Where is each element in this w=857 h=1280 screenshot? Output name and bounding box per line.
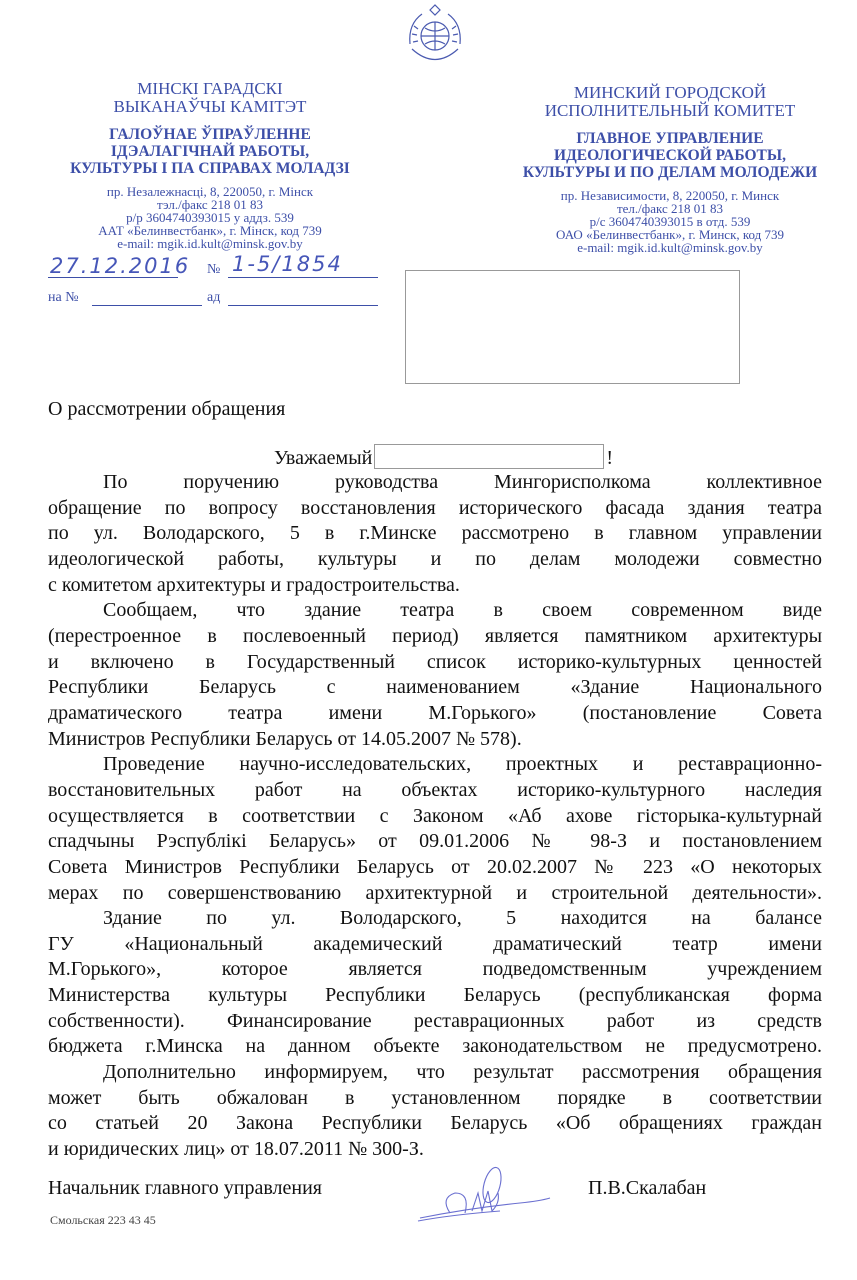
paragraph-line: и юридических лиц» от 18.07.2011 № 300-З.: [48, 1138, 424, 1161]
org-name-line: МІНСКІ ГАРАДСКІ: [137, 79, 283, 98]
letter-subject: О рассмотрении обращения: [48, 398, 286, 420]
dept-name-line: ІДЭАЛАГІЧНАЙ РАБОТЫ,: [110, 142, 310, 160]
paragraph-line: идеологической работы, культуры и по делам молодежи совместно: [48, 547, 822, 570]
paragraph-line: со статьей 20 Закона Республики Беларусь «Об обращениях граждан: [48, 1112, 822, 1135]
paragraph: [48, 470, 822, 598]
phone-line: тэл./факс 218 01 83: [157, 196, 263, 212]
paragraph-line: Здание по ул. Володарского, 5 находится на балансе: [103, 907, 822, 930]
paragraph: [48, 752, 822, 906]
paragraph-line: собственности). Финансирование реставрационных работ из средств: [48, 1009, 822, 1032]
letter-body: [48, 470, 822, 1163]
dept-name-line: ГАЛОЎНАЕ ЎПРАЎЛЕННЕ: [109, 125, 311, 143]
paragraph-line: бюджета г.Минска на данном объекте законодательством не предусмотрено.: [48, 1035, 822, 1058]
paragraph-line: Дополнительно информируем, что результат рассмотрения обращения: [103, 1061, 822, 1084]
dept-name-line: ГЛАВНОЕ УПРАВЛЕНИЕ: [576, 129, 764, 147]
bank-line: ОАО «Белинвестбанк», г. Минск, код 739: [555, 226, 785, 242]
reg-number: 1-5/1854: [232, 252, 343, 276]
dept-name-line: ИДЕОЛОГИЧЕСКОЙ РАБОТЫ,: [554, 146, 786, 164]
greeting: [274, 444, 613, 470]
paragraph-line: с комитетом архитектуры и градостроительства.: [48, 573, 460, 596]
phone-line: тел./факс 218 01 83: [616, 200, 723, 216]
paragraph-line: Сообщаем, что здание театра в своем современном виде: [103, 599, 822, 622]
number-underline: [228, 277, 378, 278]
paragraph-line: драматического театра имени М.Горького» (постановление Совета: [48, 701, 822, 724]
paragraph-line: может быть обжалован в установленном порядке в соответствии: [48, 1086, 822, 1109]
reg-number-label: №: [207, 262, 221, 277]
greeting-prefix: Уважаемый: [274, 447, 373, 469]
org-name-line: ИСПОЛНИТЕЛЬНЫЙ КОМИТЕТ: [544, 100, 796, 120]
paragraph-line: спадчыны Рэспублікі Беларусь» от 09.01.2006 № 98-З и постановлением: [48, 830, 822, 853]
paragraph: [48, 598, 822, 752]
dept-name-line: КУЛЬТУРЫ І ПА СПРАВАХ МОЛАДЗІ: [70, 159, 350, 177]
paragraph-line: мерах по совершенствованию архитектурной и строительной деятельности».: [48, 881, 822, 904]
state-emblem-icon: [400, 4, 470, 72]
redacted-addressee-box: [405, 270, 740, 384]
incoming-date-field: [228, 305, 378, 306]
dept-name-line: КУЛЬТУРЫ И ПО ДЕЛАМ МОЛОДЕЖИ: [522, 163, 818, 181]
paragraph-line: Республики Беларусь с наименованием «Здание Национального: [48, 676, 822, 699]
paragraph-line: (перестроенное в послевоенный период) является памятником архитектуры: [48, 624, 822, 647]
paragraph-line: восстановительных работ на объектах историко-культурного наследия: [48, 778, 822, 801]
letterhead-belarusian: [40, 80, 380, 250]
paragraph-line: ГУ «Национальный академический драматический театр имени: [48, 932, 822, 955]
paragraph: [48, 906, 822, 1060]
incoming-number-label: на №: [48, 290, 79, 305]
greeting-suffix: !: [606, 447, 614, 469]
signatory-name: П.В.Скалабан: [588, 1177, 707, 1199]
executor-phone: Смольская 223 43 45: [50, 1213, 156, 1227]
org-name-line: МИНСКИЙ ГОРОДСКОЙ: [573, 83, 767, 102]
paragraph-line: М.Горького», которое является подведомственным учреждением: [48, 958, 822, 981]
org-name-line: ВЫКАНАЎЧЫ КАМІТЭТ: [113, 96, 307, 116]
email-line: e-mail: mgik.id.kult@minsk.gov.by: [577, 239, 763, 255]
email-line: e-mail: mgik.id.kult@minsk.gov.by: [117, 235, 303, 251]
paragraph-line: Проведение научно-исследовательских, проектных и реставрационно-: [103, 753, 822, 776]
account-line: р/р 3604740393015 у аддз. 539: [126, 209, 294, 225]
signatory-position: Начальник главного управления: [48, 1177, 322, 1199]
paragraph-line: обращение по вопросу восстановления исторического фасада здания театра: [48, 496, 822, 519]
paragraph-line: Министров Республики Беларусь от 14.05.2007 № 578).: [48, 727, 522, 750]
handwritten-signature: [410, 1163, 560, 1233]
paragraph-line: по ул. Володарского, 5 в г.Минске рассмотрено в главном управлении: [48, 522, 822, 545]
paragraph-line: Совета Министров Республики Беларусь от 20.02.2007 № 223 «О некоторых: [48, 855, 822, 878]
address-line: пр. Независимости, 8, 220050, г. Минск: [560, 187, 780, 203]
paragraph-line: Министерства культуры Республики Беларусь (республиканская форма: [48, 984, 822, 1007]
bank-line: ААТ «Белинвестбанк», г. Мінск, код 739: [98, 222, 322, 238]
incoming-number-field: [92, 305, 202, 306]
account-line: р/с 3604740393015 в отд. 539: [589, 213, 751, 229]
paragraph-line: По поручению руководства Мингорисполкома коллективное: [103, 471, 822, 493]
paragraph-line: осуществляется в соответствии с Законом «Аб ахове гісторыка-культурнай: [48, 804, 822, 827]
reg-date: 27.12.2016: [50, 254, 191, 278]
paragraph: [48, 1060, 822, 1163]
paragraph-line: и включено в Государственный список историко-культурных ценностей: [48, 650, 822, 673]
letterhead-russian: [495, 84, 845, 254]
address-line: пр. Незалежнасці, 8, 220050, г. Мінск: [106, 183, 314, 199]
redacted-name-box: [374, 444, 604, 469]
incoming-date-label: ад: [207, 290, 221, 305]
